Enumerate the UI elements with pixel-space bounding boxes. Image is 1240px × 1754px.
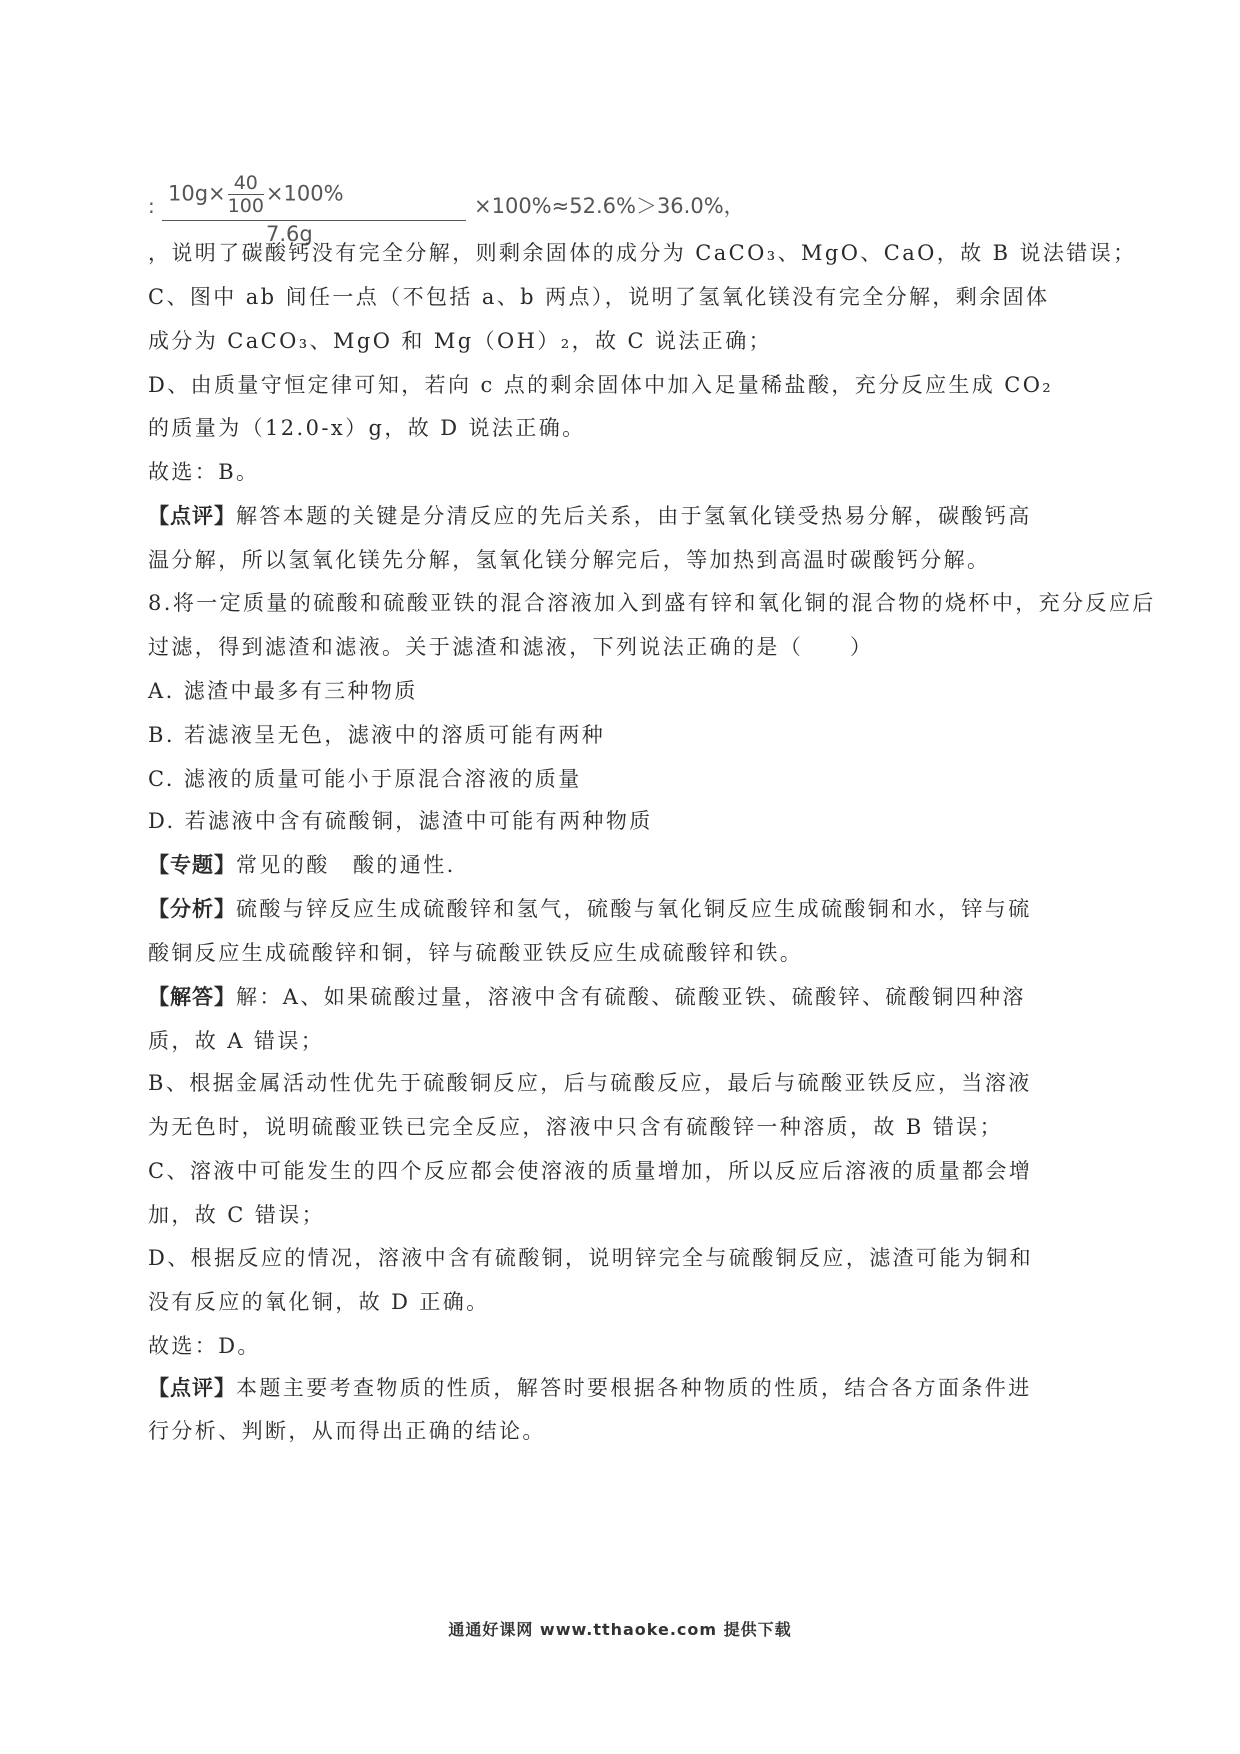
- formula-tail: ×100%≈52.6%＞36.0%，: [474, 194, 745, 218]
- line-text: B. 若滤液呈无色，滤液中的溶质可能有两种: [148, 723, 606, 747]
- text-line: [148, 850, 456, 880]
- text-line: [148, 238, 1137, 268]
- section-tag: 【分析】: [148, 896, 236, 921]
- line-text: 解：A、如果硫酸过量，溶液中含有硫酸、硫酸亚铁、硫酸锌、硫酸铜四种溶: [236, 985, 1026, 1009]
- section-tag: 【点评】: [148, 1375, 236, 1400]
- line-text: D、由质量守恒定律可知，若向 c 点的剩余固体中加入足量稀盐酸，充分反应生成 CO₂: [148, 373, 1054, 397]
- line-text: 没有反应的氧化铜，故 D 正确。: [148, 1290, 490, 1314]
- big-fraction: [162, 160, 472, 246]
- text-line: [148, 545, 990, 575]
- numerator-part-b: ×100%: [265, 181, 344, 206]
- line-text: 为无色时，说明硫酸亚铁已完全反应，溶液中只含有硫酸锌一种溶质，故 B 错误；: [148, 1115, 1003, 1139]
- line-text: 解答本题的关键是分清反应的先后关系，由于氢氧化镁受热易分解，碳酸钙高: [236, 504, 1032, 528]
- section-tag: 【点评】: [148, 503, 236, 528]
- line-text: 的质量为（12.0-x）g，故 D 说法正确。: [148, 416, 586, 440]
- text-line: [148, 982, 1026, 1012]
- line-text: 故选：B。: [148, 460, 260, 484]
- line-text: B、根据金属活动性优先于硫酸铜反应，后与硫酸反应，最后与硫酸亚铁反应，当溶液: [148, 1071, 1032, 1095]
- formula-lead: :: [148, 194, 155, 218]
- text-line: [148, 1068, 1032, 1098]
- line-text: 成分为 CaCO₃、MgO 和 Mg（OH）₂，故 C 说法正确；: [148, 329, 772, 353]
- line-text: 行分析、判断，从而得出正确的结论。: [148, 1419, 546, 1443]
- text-line: [148, 1416, 546, 1446]
- line-text: ，说明了碳酸钙没有完全分解，则剩余固体的成分为 CaCO₃、MgO、CaO，故 B 说法错误；: [148, 241, 1137, 265]
- text-line: [148, 1287, 490, 1317]
- text-line: [148, 676, 418, 706]
- line-text: D、根据反应的情况，溶液中含有硫酸铜，说明锌完全与硫酸铜反应，滤渣可能为铜和: [148, 1246, 1034, 1270]
- line-text: 加，故 C 错误；: [148, 1203, 326, 1227]
- text-line: [148, 588, 1156, 618]
- fraction-numerator: [168, 172, 344, 217]
- section-tag: 【专题】: [148, 852, 236, 877]
- text-line: [148, 501, 1032, 531]
- text-line: [148, 806, 653, 836]
- text-line: [148, 720, 605, 750]
- line-text: 故选：D。: [148, 1334, 261, 1358]
- text-line: [148, 1331, 261, 1361]
- text-line: [148, 457, 259, 487]
- text-line: [148, 632, 873, 662]
- text-line: [148, 413, 586, 443]
- text-line: [148, 938, 803, 968]
- line-text: C、溶液中可能发生的四个反应都会使溶液的质量增加，所以反应后溶液的质量都会增: [148, 1159, 1033, 1183]
- line-text: 过滤，得到滤渣和滤液。关于滤渣和滤液，下列说法正确的是（ ）: [148, 635, 874, 659]
- text-line: [148, 326, 772, 356]
- text-line: [148, 1112, 1003, 1142]
- line-text: 温分解，所以氢氧化镁先分解，氢氧化镁分解完后，等加热到高温时碳酸钙分解。: [148, 548, 991, 572]
- line-text: 常见的酸 酸的通性.: [236, 853, 456, 877]
- line-text: D. 若滤液中含有硫酸铜，滤渣中可能有两种物质: [148, 809, 653, 833]
- fraction-denominator: 7.6g: [266, 222, 313, 246]
- line-text: 8.将一定质量的硫酸和硫酸亚铁的混合溶液加入到盛有锌和氧化铜的混合物的烧杯中，充分反应后: [148, 591, 1156, 615]
- line-text: C、图中 ab 间任一点（不包括 a、b 两点），说明了氢氧化镁没有完全分解，剩余固体: [148, 285, 1050, 309]
- text-line: [148, 1243, 1033, 1273]
- line-text: 酸铜反应生成硫酸锌和铜，锌与硫酸亚铁反应生成硫酸锌和铁。: [148, 941, 804, 965]
- inner-fraction-top: 40: [228, 172, 264, 195]
- line-text: 本题主要考查物质的性质，解答时要根据各种物质的性质，结合各方面条件进: [236, 1376, 1032, 1400]
- line-text: 质，故 A 错误；: [148, 1029, 325, 1053]
- line-text: A. 滤渣中最多有三种物质: [148, 679, 418, 703]
- text-line: [148, 1026, 324, 1056]
- section-tag: 【解答】: [148, 984, 236, 1009]
- text-line: [148, 1373, 1032, 1403]
- text-line: [148, 370, 1053, 400]
- footer-text: 通通好课网 www.tthaoke.com 提供下载: [448, 1620, 792, 1639]
- text-line: [148, 282, 1049, 312]
- text-line: [148, 1156, 1032, 1186]
- text-line: [148, 1200, 325, 1230]
- fraction-bar: [162, 220, 466, 221]
- line-text: C. 滤液的质量可能小于原混合溶液的质量: [148, 767, 582, 791]
- inner-fraction-bottom: 100: [227, 195, 264, 217]
- text-line: [148, 894, 1032, 924]
- text-line: [148, 764, 582, 794]
- line-text: 硫酸与锌反应生成硫酸锌和氢气，硫酸与氧化铜反应生成硫酸铜和水，锌与硫: [236, 897, 1032, 921]
- numerator-part-a: 10g×: [168, 181, 226, 206]
- inner-fraction: [228, 172, 264, 217]
